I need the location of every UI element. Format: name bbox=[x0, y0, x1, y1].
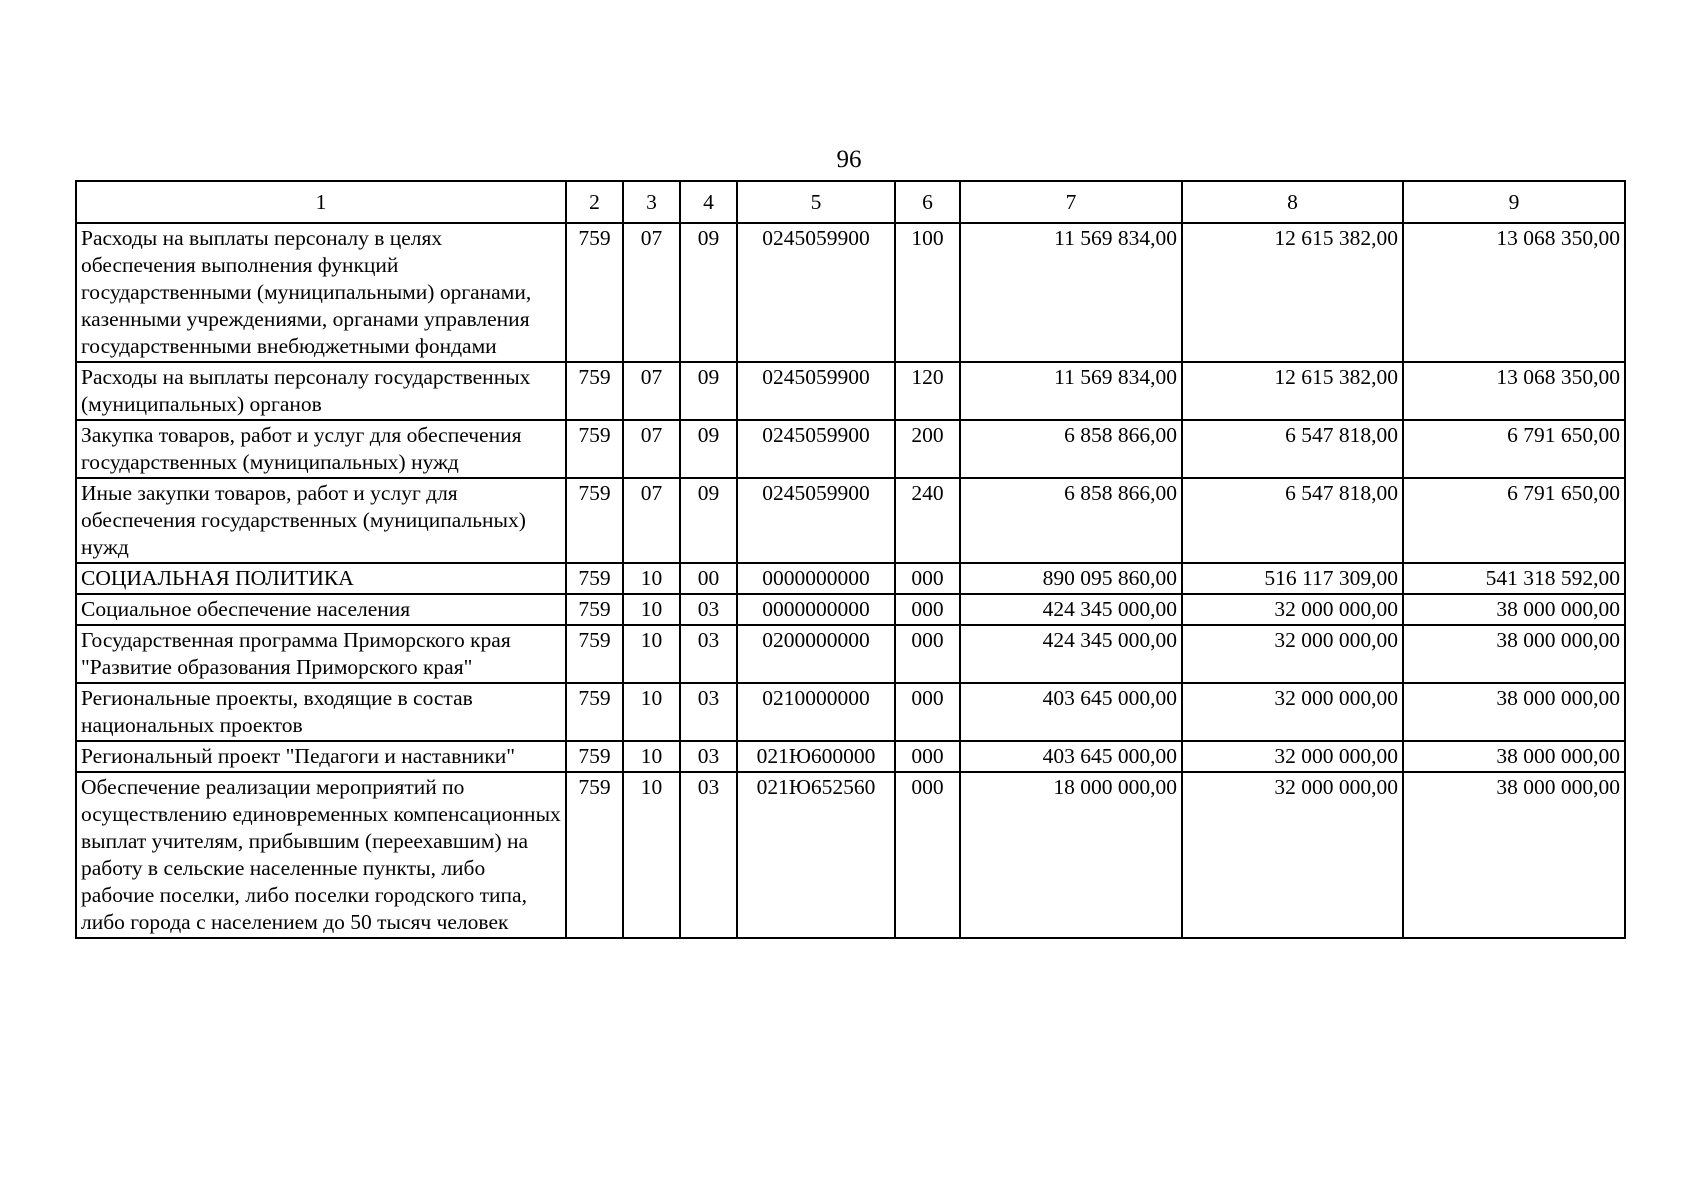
table-row bbox=[76, 223, 1625, 362]
table-row bbox=[76, 478, 1625, 563]
target-article-code: 0210000000 bbox=[737, 683, 895, 741]
amount-col9: 38 000 000,00 bbox=[1403, 625, 1625, 683]
expense-type-code: 100 bbox=[895, 223, 960, 362]
expense-type-code: 000 bbox=[895, 741, 960, 772]
amount-col9: 6 791 650,00 bbox=[1403, 478, 1625, 563]
department-code: 759 bbox=[566, 683, 623, 741]
amount-col8: 32 000 000,00 bbox=[1182, 594, 1403, 625]
section-code: 07 bbox=[623, 478, 680, 563]
table-row bbox=[76, 625, 1625, 683]
target-article-code: 0000000000 bbox=[737, 563, 895, 594]
row-name: Региональный проект "Педагоги и наставники" bbox=[76, 741, 566, 772]
column-header: 6 bbox=[895, 181, 960, 223]
department-code: 759 bbox=[566, 772, 623, 938]
target-article-code: 0245059900 bbox=[737, 362, 895, 420]
target-article-code: 0245059900 bbox=[737, 223, 895, 362]
target-article-code: 0200000000 bbox=[737, 625, 895, 683]
subsection-code: 00 bbox=[680, 563, 737, 594]
row-name: СОЦИАЛЬНАЯ ПОЛИТИКА bbox=[76, 563, 566, 594]
amount-col8: 32 000 000,00 bbox=[1182, 772, 1403, 938]
subsection-code: 03 bbox=[680, 683, 737, 741]
amount-col7: 6 858 866,00 bbox=[960, 420, 1182, 478]
amount-col8: 6 547 818,00 bbox=[1182, 478, 1403, 563]
subsection-code: 09 bbox=[680, 478, 737, 563]
table-row bbox=[76, 772, 1625, 938]
amount-col8: 12 615 382,00 bbox=[1182, 362, 1403, 420]
section-code: 07 bbox=[623, 223, 680, 362]
amount-col7: 424 345 000,00 bbox=[960, 625, 1182, 683]
target-article-code: 0245059900 bbox=[737, 420, 895, 478]
amount-col8: 6 547 818,00 bbox=[1182, 420, 1403, 478]
table-row bbox=[76, 563, 1625, 594]
row-name: Социальное обеспечение населения bbox=[76, 594, 566, 625]
column-header: 1 bbox=[76, 181, 566, 223]
row-name: Закупка товаров, работ и услуг для обеспечения государственных (муниципальных) нужд bbox=[76, 420, 566, 478]
section-code: 10 bbox=[623, 683, 680, 741]
column-header: 9 bbox=[1403, 181, 1625, 223]
row-name: Расходы на выплаты персоналу в целях обеспечения выполнения функций государственными (муниципальными) органами, казенными учреждениями, органами управления государственными внебюджетными фондами bbox=[76, 223, 566, 362]
amount-col8: 12 615 382,00 bbox=[1182, 223, 1403, 362]
expense-type-code: 200 bbox=[895, 420, 960, 478]
amount-col7: 18 000 000,00 bbox=[960, 772, 1182, 938]
expense-type-code: 120 bbox=[895, 362, 960, 420]
amount-col8: 516 117 309,00 bbox=[1182, 563, 1403, 594]
department-code: 759 bbox=[566, 594, 623, 625]
table-row bbox=[76, 594, 1625, 625]
table-row bbox=[76, 420, 1625, 478]
amount-col9: 38 000 000,00 bbox=[1403, 683, 1625, 741]
budget-table bbox=[75, 180, 1626, 939]
amount-col8: 32 000 000,00 bbox=[1182, 741, 1403, 772]
amount-col9: 541 318 592,00 bbox=[1403, 563, 1625, 594]
department-code: 759 bbox=[566, 478, 623, 563]
department-code: 759 bbox=[566, 223, 623, 362]
amount-col9: 13 068 350,00 bbox=[1403, 223, 1625, 362]
section-code: 10 bbox=[623, 741, 680, 772]
amount-col9: 38 000 000,00 bbox=[1403, 772, 1625, 938]
amount-col7: 403 645 000,00 bbox=[960, 741, 1182, 772]
column-header: 8 bbox=[1182, 181, 1403, 223]
section-code: 10 bbox=[623, 594, 680, 625]
expense-type-code: 240 bbox=[895, 478, 960, 563]
table-row bbox=[76, 362, 1625, 420]
column-header: 3 bbox=[623, 181, 680, 223]
amount-col7: 890 095 860,00 bbox=[960, 563, 1182, 594]
target-article-code: 0000000000 bbox=[737, 594, 895, 625]
target-article-code: 021Ю652560 bbox=[737, 772, 895, 938]
page-number: 96 bbox=[836, 146, 862, 173]
amount-col8: 32 000 000,00 bbox=[1182, 683, 1403, 741]
subsection-code: 03 bbox=[680, 741, 737, 772]
section-code: 10 bbox=[623, 563, 680, 594]
amount-col7: 6 858 866,00 bbox=[960, 478, 1182, 563]
amount-col9: 38 000 000,00 bbox=[1403, 594, 1625, 625]
amount-col7: 11 569 834,00 bbox=[960, 362, 1182, 420]
expense-type-code: 000 bbox=[895, 625, 960, 683]
expense-type-code: 000 bbox=[895, 563, 960, 594]
amount-col9: 38 000 000,00 bbox=[1403, 741, 1625, 772]
row-name: Обеспечение реализации мероприятий по осуществлению единовременных компенсационных выплат учителям, прибывшим (переехавшим) на работу в сельские населенные пункты, либо рабочие поселки, либо поселки городского типа, либо города с населением до 50 тысяч человек bbox=[76, 772, 566, 938]
target-article-code: 021Ю600000 bbox=[737, 741, 895, 772]
subsection-code: 03 bbox=[680, 594, 737, 625]
section-code: 07 bbox=[623, 420, 680, 478]
amount-col9: 6 791 650,00 bbox=[1403, 420, 1625, 478]
row-name: Иные закупки товаров, работ и услуг для обеспечения государственных (муниципальных) нужд bbox=[76, 478, 566, 563]
column-header: 4 bbox=[680, 181, 737, 223]
column-header: 7 bbox=[960, 181, 1182, 223]
section-code: 07 bbox=[623, 362, 680, 420]
amount-col7: 11 569 834,00 bbox=[960, 223, 1182, 362]
row-name: Государственная программа Приморского края "Развитие образования Приморского края" bbox=[76, 625, 566, 683]
expense-type-code: 000 bbox=[895, 594, 960, 625]
department-code: 759 bbox=[566, 362, 623, 420]
table-row bbox=[76, 683, 1625, 741]
expense-type-code: 000 bbox=[895, 772, 960, 938]
column-header: 2 bbox=[566, 181, 623, 223]
row-name: Региональные проекты, входящие в состав национальных проектов bbox=[76, 683, 566, 741]
amount-col7: 424 345 000,00 bbox=[960, 594, 1182, 625]
amount-col9: 13 068 350,00 bbox=[1403, 362, 1625, 420]
amount-col7: 403 645 000,00 bbox=[960, 683, 1182, 741]
amount-col8: 32 000 000,00 bbox=[1182, 625, 1403, 683]
department-code: 759 bbox=[566, 741, 623, 772]
expense-type-code: 000 bbox=[895, 683, 960, 741]
row-name: Расходы на выплаты персоналу государственных (муниципальных) органов bbox=[76, 362, 566, 420]
subsection-code: 03 bbox=[680, 625, 737, 683]
table-row bbox=[76, 741, 1625, 772]
section-code: 10 bbox=[623, 772, 680, 938]
target-article-code: 0245059900 bbox=[737, 478, 895, 563]
subsection-code: 09 bbox=[680, 362, 737, 420]
column-header: 5 bbox=[737, 181, 895, 223]
department-code: 759 bbox=[566, 625, 623, 683]
section-code: 10 bbox=[623, 625, 680, 683]
department-code: 759 bbox=[566, 420, 623, 478]
subsection-code: 09 bbox=[680, 420, 737, 478]
subsection-code: 03 bbox=[680, 772, 737, 938]
header-row bbox=[76, 181, 1625, 223]
subsection-code: 09 bbox=[680, 223, 737, 362]
department-code: 759 bbox=[566, 563, 623, 594]
